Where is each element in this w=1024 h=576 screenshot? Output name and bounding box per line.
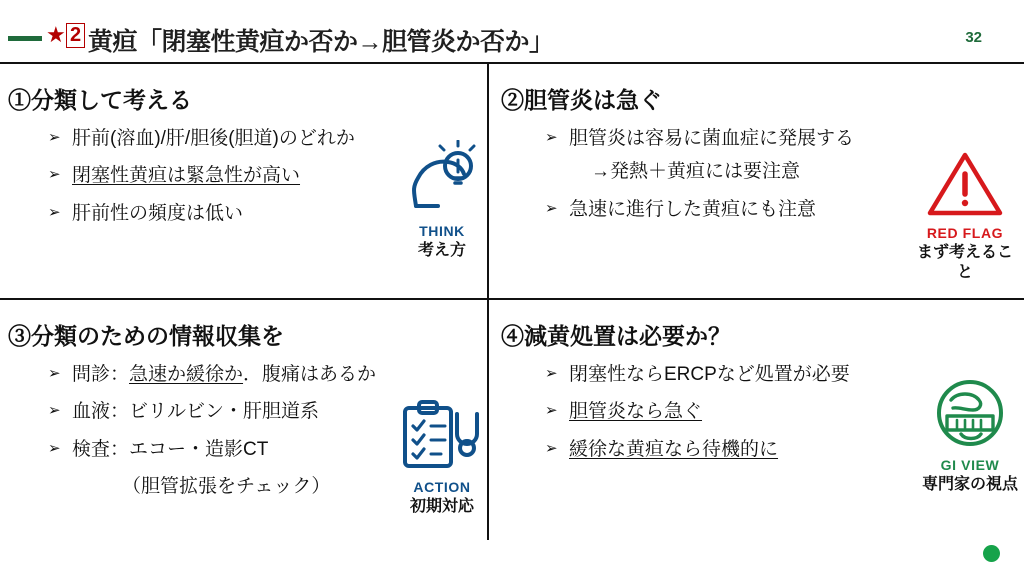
footer-dot [983, 545, 1000, 562]
bullet-arrow-icon: ➢ [48, 439, 61, 457]
list-item-label: 胆管炎は容易に菌血症に発展する [569, 128, 855, 149]
list-item [46, 363, 487, 387]
gi-view-caption-jp: 専門家の視点 [921, 476, 1018, 493]
bullet-arrow-icon: ➢ [48, 365, 61, 382]
star-icon: ★ [46, 22, 66, 47]
red-flag-icon-block [910, 150, 1020, 283]
action-caption-en: ACTION [413, 479, 471, 495]
list-item-tail: ．腹痛はあるか [243, 364, 377, 385]
bullet-arrow-icon: ➢ [545, 365, 558, 382]
bullet-arrow-icon: ➢ [545, 199, 558, 217]
bullet-arrow-icon: ➢ [48, 166, 61, 184]
red-flag-caption-en: RED FLAG [926, 225, 1004, 241]
list-item-label: 緩徐な黄疸なら待機的に [569, 438, 779, 460]
page-number: 32 [965, 29, 982, 46]
bullet-arrow-icon: ➢ [545, 439, 558, 457]
list-item-label: 胆管炎なら急ぐ [569, 401, 703, 423]
think-icon-block [382, 140, 502, 261]
clipboard-stethoscope-icon [399, 400, 485, 472]
action-caption-jp: 初期対応 [409, 498, 474, 515]
bullet-arrow-icon: ➢ [48, 402, 61, 420]
header-rule [8, 36, 42, 41]
quadrant-2-title: ②胆管炎は急ぐ [501, 87, 662, 113]
think-caption-jp: 考え方 [417, 242, 466, 259]
red-flag-caption-jp: まず考えること [916, 244, 1013, 281]
list-item-label: 肝前(溶血)/肝/胆後(胆道)のどれか [72, 128, 355, 149]
bullet-arrow-icon: ➢ [545, 129, 558, 146]
header-number-badge: 2 [66, 23, 85, 48]
list-item-emphasis: 急速か緩徐か [129, 364, 244, 385]
quadrant-grid [0, 62, 1024, 540]
list-item-label: 閉塞性ならERCPなど処置が必要 [569, 364, 850, 385]
list-item-label: 血液：ビリルビン・肝胆道系 [72, 401, 320, 423]
quadrant-1-title: ①分類して考える [8, 87, 192, 113]
list-item-label: 問診： [72, 364, 130, 385]
quadrant-4-title: ④減黄処置は必要か？ [501, 323, 731, 349]
bullet-arrow-icon: ➢ [545, 402, 558, 420]
gi-organs-icon [931, 380, 1009, 450]
bullet-arrow-icon: ➢ [48, 203, 61, 221]
slide-header [0, 0, 1024, 62]
gi-view-icon-block [915, 380, 1024, 495]
warning-triangle-icon [926, 150, 1004, 218]
list-item-label: 閉塞性黄疸は緊急性が高い [72, 165, 301, 187]
list-item-label: 急速に進行した黄疸にも注意 [569, 198, 817, 220]
think-caption-en: THINK [419, 223, 465, 239]
page-title: 黄疸「閉塞性黄疸か否か→胆管炎か否か」 [88, 28, 554, 56]
think-head-lightbulb-icon [404, 140, 480, 216]
quadrant-3-title: ③分類のための情報収集を [8, 323, 284, 349]
action-icon-block [382, 400, 502, 517]
list-item-label: 肝前性の頻度は低い [72, 202, 244, 224]
list-item-sublabel: →発熱＋黄疸には要注意 [591, 161, 801, 183]
gi-view-caption-en: GI VIEW [940, 457, 1000, 473]
quadrant-3-extra-line: （胆管拡張をチェック） [122, 475, 331, 497]
bullet-arrow-icon: ➢ [48, 129, 61, 146]
list-item-label: 検査：エコー・造影CT [72, 438, 269, 460]
